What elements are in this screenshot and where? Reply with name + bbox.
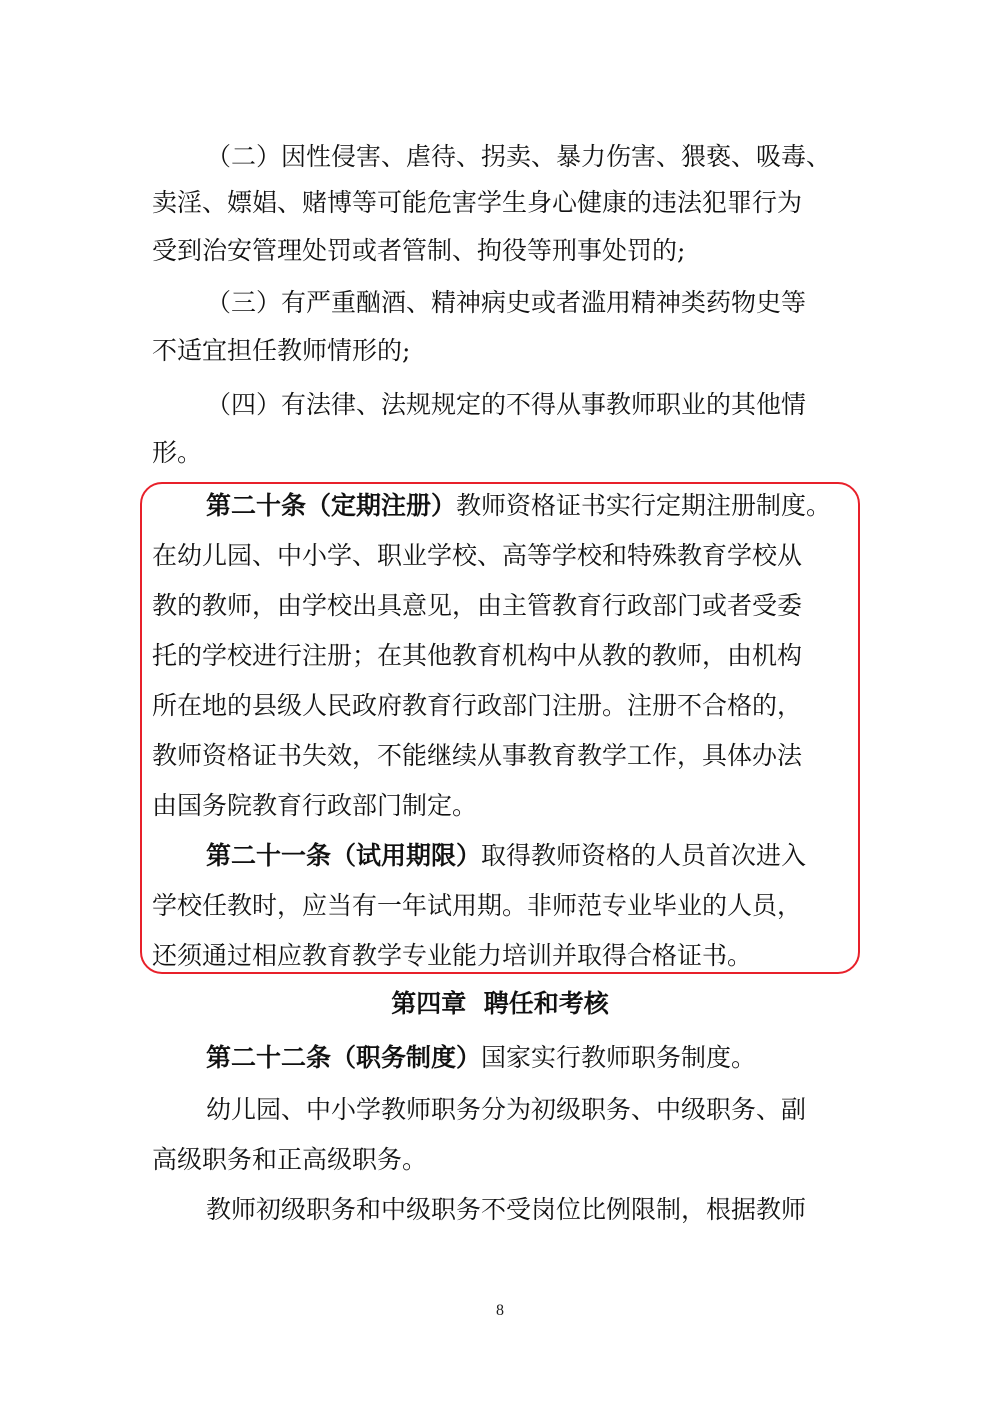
article-21-line-2: 学校任教时，应当有一年试用期。非师范专业毕业的人员，	[152, 891, 803, 920]
item-2-line-1: （二）因性侵害、虐待、拐卖、暴力伤害、猥亵、吸毒、	[206, 142, 832, 171]
article-21-heading: 第二十一条（试用期限）	[206, 841, 482, 870]
article-20-line-7: 由国务院教育行政部门制定。	[152, 791, 478, 820]
page-number: 8	[496, 1302, 504, 1319]
article-22-line-1	[206, 1040, 1000, 1076]
item-3-line-1: （三）有严重酗酒、精神病史或者滥用精神类药物史等	[206, 288, 807, 317]
article-22-first-line: 国家实行教师职务制度。	[481, 1043, 757, 1072]
article-20-line-1	[206, 488, 1000, 524]
chapter-4-title: 第四章 聘任和考核	[391, 989, 609, 1018]
article-20-first-line: 教师资格证书实行定期注册制度。	[456, 491, 832, 520]
item-2-line-2: 卖淫、嫖娼、赌博等可能危害学生身心健康的违法犯罪行为	[152, 188, 803, 217]
article-20-line-3: 教的教师，由学校出具意见，由主管教育行政部门或者受委	[152, 591, 803, 620]
article-20-heading: 第二十条（定期注册）	[206, 491, 457, 520]
article-21-first-line: 取得教师资格的人员首次进入	[481, 841, 807, 870]
article-21-line-3: 还须通过相应教育教学专业能力培训并取得合格证书。	[152, 941, 753, 970]
article-20-line-4: 托的学校进行注册；在其他教育机构中从教的教师，由机构	[152, 641, 803, 670]
item-4-line-2: 形。	[152, 438, 203, 467]
levels-line-1: 幼儿园、中小学教师职务分为初级职务、中级职务、副	[206, 1095, 807, 1124]
article-20-line-2: 在幼儿园、中小学、职业学校、高等学校和特殊教育学校从	[152, 541, 803, 570]
article-20-line-5: 所在地的县级人民政府教育行政部门注册。注册不合格的，	[152, 691, 803, 720]
levels-line-2: 高级职务和正高级职务。	[152, 1145, 428, 1174]
item-4-line-1: （四）有法律、法规规定的不得从事教师职业的其他情	[206, 390, 807, 419]
item-3-line-2: 不适宜担任教师情形的;	[152, 336, 411, 365]
article-21-line-1	[206, 838, 1000, 874]
item-2-line-3: 受到治安管理处罚或者管制、拘役等刑事处罚的;	[152, 236, 686, 265]
article-22-heading: 第二十二条（职务制度）	[206, 1043, 482, 1072]
article-20-line-6: 教师资格证书失效，不能继续从事教育教学工作，具体办法	[152, 741, 803, 770]
ratio-line-1: 教师初级职务和中级职务不受岗位比例限制，根据教师	[206, 1195, 807, 1224]
